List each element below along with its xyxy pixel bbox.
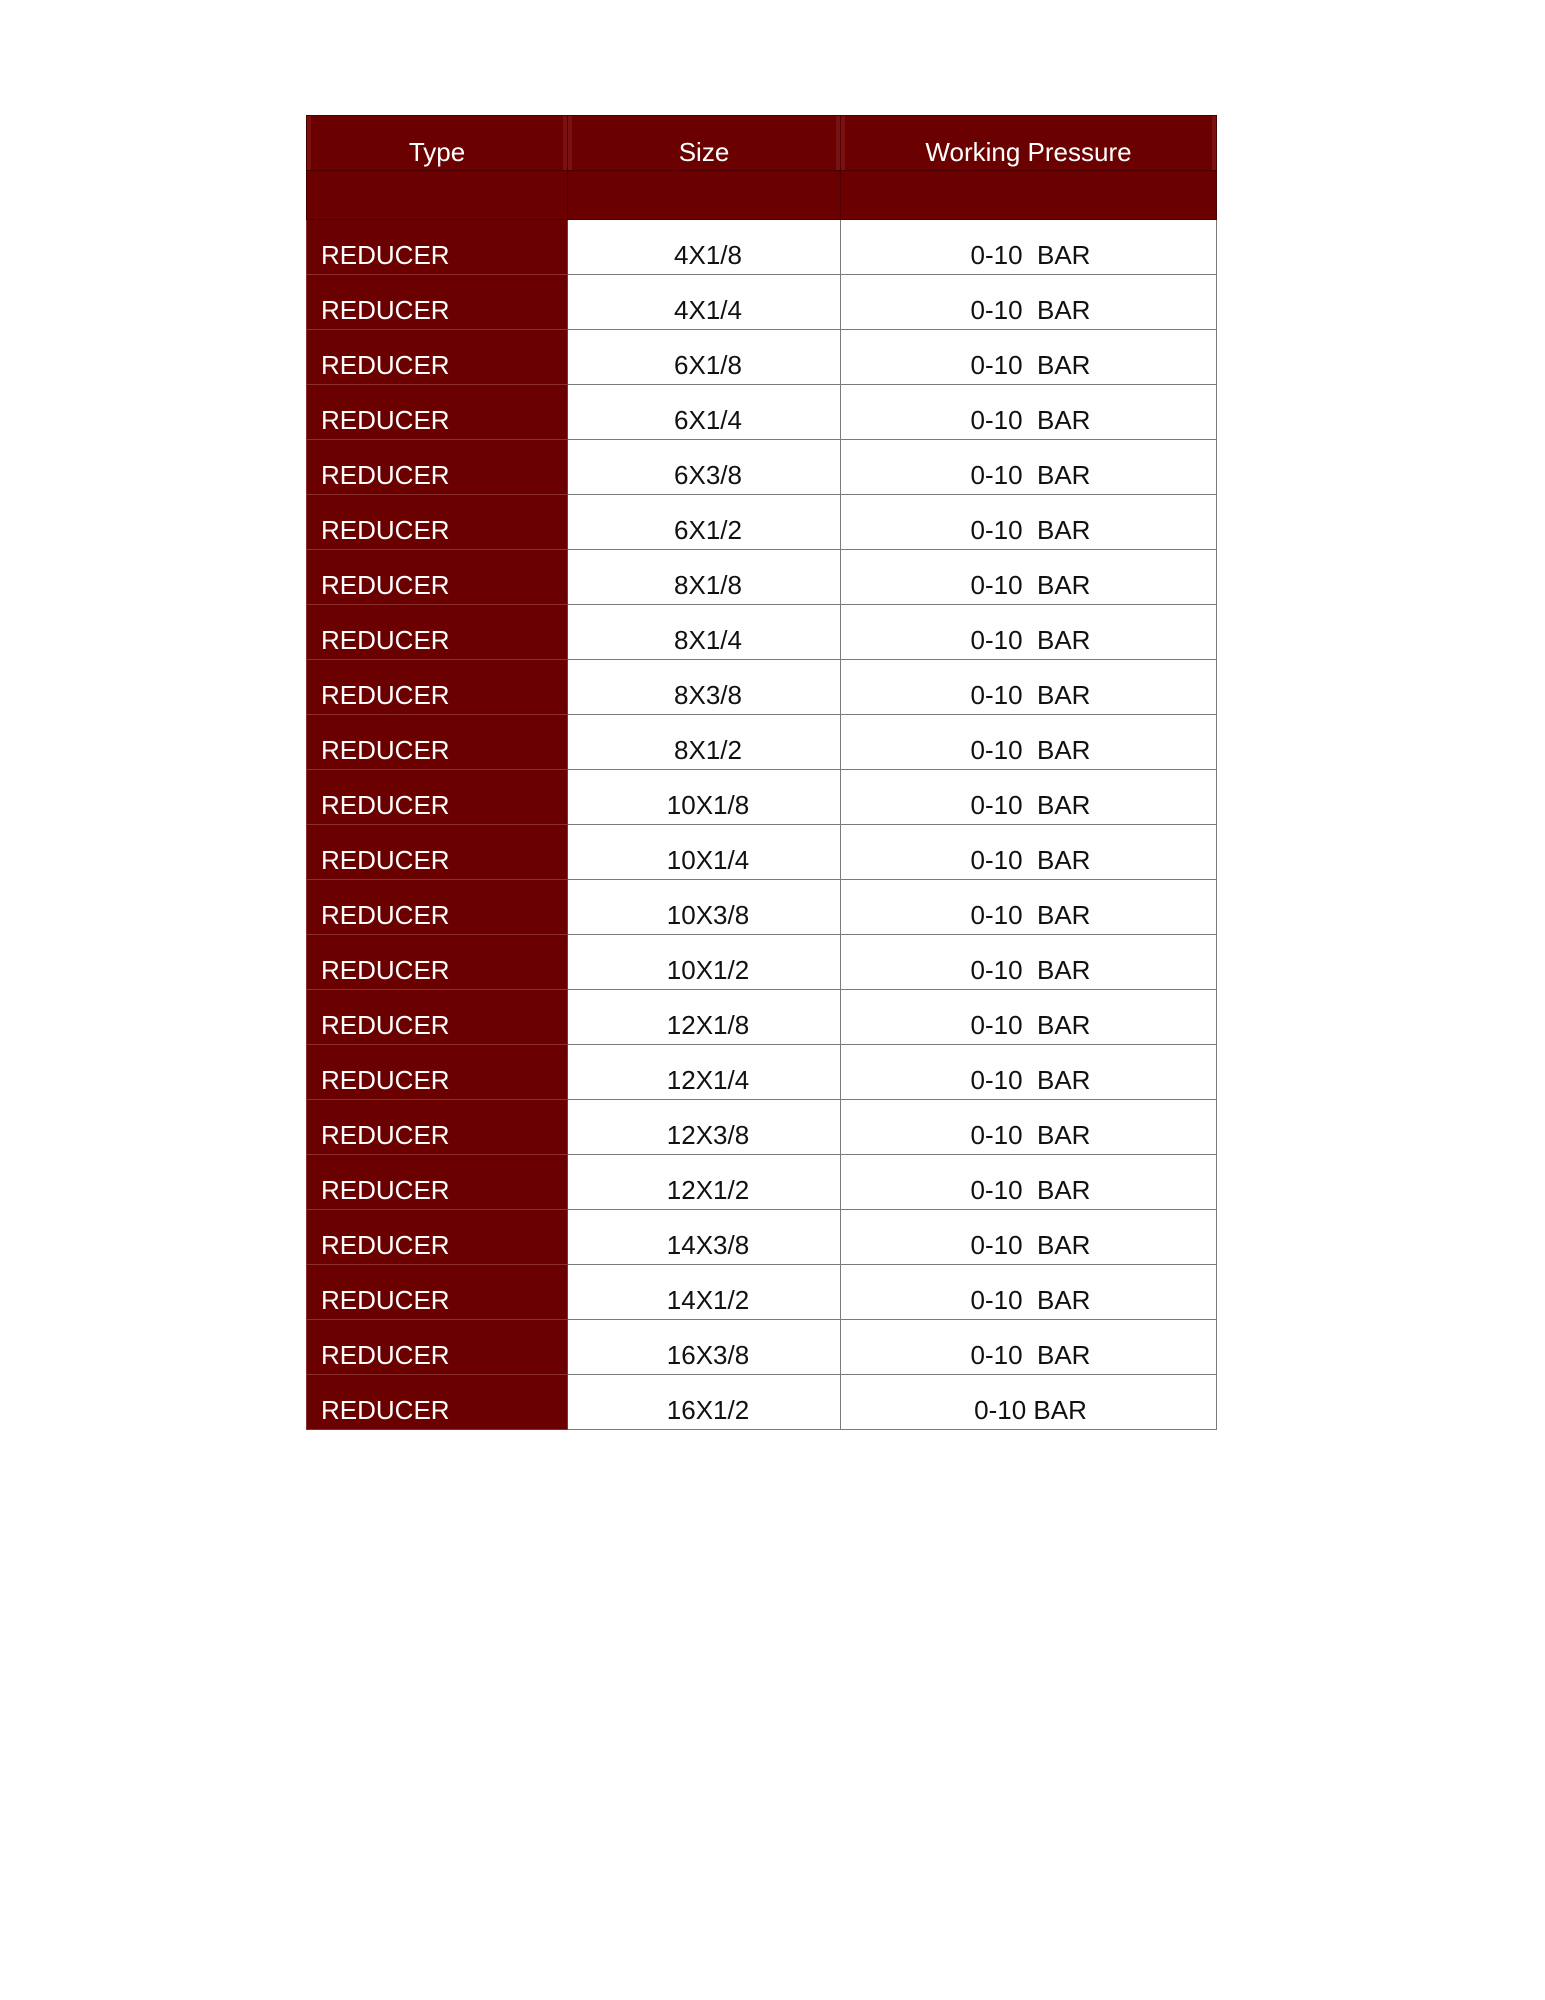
pressure-cell <box>841 880 1217 935</box>
pressure-cell-text: 0-10 BAR <box>974 1395 1087 1425</box>
pressure-cell-text: 0-10 BAR <box>970 1285 1091 1315</box>
header-row <box>307 116 1217 171</box>
size-cell <box>568 825 841 880</box>
table-row <box>307 220 1217 275</box>
size-cell <box>568 1210 841 1265</box>
header-spacer-cell <box>841 171 1217 220</box>
table-row <box>307 1375 1217 1430</box>
table-row <box>307 1155 1217 1210</box>
size-cell-text: 8X1/2 <box>674 735 742 765</box>
pressure-cell-text: 0-10 BAR <box>970 460 1091 490</box>
type-cell-text: REDUCER <box>321 625 450 655</box>
size-cell-text: 8X1/8 <box>674 570 742 600</box>
pressure-cell <box>841 715 1217 770</box>
table-row <box>307 1045 1217 1100</box>
type-cell-text: REDUCER <box>321 1065 450 1095</box>
table-body <box>307 220 1217 1430</box>
header-working-pressure: Working Pressure <box>841 116 1217 171</box>
table-row <box>307 605 1217 660</box>
size-cell-text: 8X3/8 <box>674 680 742 710</box>
size-cell-text: 6X1/4 <box>674 405 742 435</box>
type-cell-text: REDUCER <box>321 570 450 600</box>
pressure-cell <box>841 1320 1217 1375</box>
pressure-cell-text: 0-10 BAR <box>970 240 1091 270</box>
pressure-cell <box>841 1100 1217 1155</box>
table-row <box>307 440 1217 495</box>
size-cell-text: 16X1/2 <box>666 1395 750 1425</box>
pressure-cell <box>841 935 1217 990</box>
header-spacer-cell <box>568 171 841 220</box>
type-cell-text: REDUCER <box>321 845 450 875</box>
size-cell <box>568 1375 841 1430</box>
size-cell <box>568 385 841 440</box>
type-cell <box>307 385 568 440</box>
table-row <box>307 990 1217 1045</box>
spec-table <box>306 115 1217 1430</box>
size-cell <box>568 550 841 605</box>
pressure-cell-text: 0-10 BAR <box>970 900 1091 930</box>
table-row <box>307 330 1217 385</box>
table-row <box>307 935 1217 990</box>
pressure-cell <box>841 330 1217 385</box>
pressure-cell <box>841 385 1217 440</box>
pressure-cell <box>841 550 1217 605</box>
type-cell-text: REDUCER <box>321 790 450 820</box>
pressure-cell-text: 0-10 BAR <box>970 1065 1091 1095</box>
type-cell <box>307 1100 568 1155</box>
table-row <box>307 715 1217 770</box>
type-cell <box>307 275 568 330</box>
pressure-cell <box>841 1045 1217 1100</box>
type-cell <box>307 495 568 550</box>
type-cell-text: REDUCER <box>321 1120 450 1150</box>
size-cell <box>568 935 841 990</box>
type-cell-text: REDUCER <box>321 1395 450 1425</box>
size-cell <box>568 330 841 385</box>
size-cell <box>568 495 841 550</box>
size-cell-text: 12X1/4 <box>666 1065 750 1095</box>
pressure-cell <box>841 1265 1217 1320</box>
size-cell <box>568 1320 841 1375</box>
type-cell <box>307 550 568 605</box>
pressure-cell <box>841 495 1217 550</box>
type-cell-text: REDUCER <box>321 1285 450 1315</box>
size-cell-text: 10X1/4 <box>666 845 750 875</box>
table-row <box>307 1210 1217 1265</box>
pressure-cell-text: 0-10 BAR <box>970 845 1091 875</box>
pressure-cell-text: 0-10 BAR <box>970 570 1091 600</box>
pressure-cell-text: 0-10 BAR <box>970 625 1091 655</box>
size-cell-text: 4X1/8 <box>674 240 742 270</box>
size-cell-text: 14X1/2 <box>666 1285 750 1315</box>
pressure-cell-text: 0-10 BAR <box>970 295 1091 325</box>
size-cell <box>568 275 841 330</box>
size-cell <box>568 440 841 495</box>
type-cell <box>307 660 568 715</box>
type-cell-text: REDUCER <box>321 680 450 710</box>
type-cell-text: REDUCER <box>321 350 450 380</box>
type-cell-text: REDUCER <box>321 1010 450 1040</box>
type-cell <box>307 825 568 880</box>
type-cell <box>307 990 568 1045</box>
type-cell <box>307 880 568 935</box>
type-cell <box>307 1265 568 1320</box>
table-row <box>307 660 1217 715</box>
header-spacer-row <box>307 171 1217 220</box>
type-cell-text: REDUCER <box>321 515 450 545</box>
table-row <box>307 1265 1217 1320</box>
pressure-cell-text: 0-10 BAR <box>970 735 1091 765</box>
pressure-cell-text: 0-10 BAR <box>970 680 1091 710</box>
table-row <box>307 1100 1217 1155</box>
pressure-cell <box>841 440 1217 495</box>
size-cell-text: 8X1/4 <box>674 625 742 655</box>
pressure-cell-text: 0-10 BAR <box>970 1175 1091 1205</box>
size-cell <box>568 605 841 660</box>
header-size: Size <box>568 116 841 171</box>
pressure-cell <box>841 1210 1217 1265</box>
header-spacer-cell <box>307 171 568 220</box>
size-cell <box>568 770 841 825</box>
size-cell <box>568 1265 841 1320</box>
pressure-cell-text: 0-10 BAR <box>970 790 1091 820</box>
type-cell-text: REDUCER <box>321 1340 450 1370</box>
type-cell <box>307 1045 568 1100</box>
table-row <box>307 770 1217 825</box>
size-cell <box>568 1155 841 1210</box>
size-cell <box>568 220 841 275</box>
size-cell-text: 14X3/8 <box>666 1230 750 1260</box>
pressure-cell <box>841 1375 1217 1430</box>
pressure-cell <box>841 220 1217 275</box>
pressure-cell-text: 0-10 BAR <box>970 1230 1091 1260</box>
table-row <box>307 550 1217 605</box>
type-cell <box>307 770 568 825</box>
pressure-cell <box>841 275 1217 330</box>
size-cell-text: 10X1/8 <box>666 790 750 820</box>
type-cell-text: REDUCER <box>321 460 450 490</box>
size-cell <box>568 660 841 715</box>
pressure-cell-text: 0-10 BAR <box>970 1120 1091 1150</box>
pressure-cell-text: 0-10 BAR <box>970 515 1091 545</box>
size-cell-text: 10X3/8 <box>666 900 750 930</box>
size-cell-text: 6X1/8 <box>674 350 742 380</box>
pressure-cell <box>841 605 1217 660</box>
size-cell-text: 12X1/2 <box>666 1175 750 1205</box>
type-cell <box>307 440 568 495</box>
pressure-cell <box>841 990 1217 1045</box>
type-cell-text: REDUCER <box>321 405 450 435</box>
type-cell <box>307 1320 568 1375</box>
type-cell <box>307 1210 568 1265</box>
table-row <box>307 275 1217 330</box>
type-cell <box>307 1155 568 1210</box>
type-cell <box>307 330 568 385</box>
pressure-cell-text: 0-10 BAR <box>970 955 1091 985</box>
pressure-cell <box>841 770 1217 825</box>
pressure-cell <box>841 825 1217 880</box>
type-cell <box>307 715 568 770</box>
size-cell <box>568 990 841 1045</box>
type-cell-text: REDUCER <box>321 295 450 325</box>
pressure-cell <box>841 660 1217 715</box>
size-cell-text: 16X3/8 <box>666 1340 750 1370</box>
size-cell <box>568 880 841 935</box>
type-cell-text: REDUCER <box>321 240 450 270</box>
size-cell <box>568 1045 841 1100</box>
type-cell-text: REDUCER <box>321 735 450 765</box>
type-cell-text: REDUCER <box>321 900 450 930</box>
type-cell <box>307 220 568 275</box>
type-cell-text: REDUCER <box>321 1230 450 1260</box>
type-cell <box>307 935 568 990</box>
header-type: Type <box>307 116 568 171</box>
table-row <box>307 880 1217 935</box>
table-row <box>307 385 1217 440</box>
table-row <box>307 1320 1217 1375</box>
size-cell-text: 6X1/2 <box>674 515 742 545</box>
type-cell <box>307 605 568 660</box>
pressure-cell <box>841 1155 1217 1210</box>
pressure-cell-text: 0-10 BAR <box>970 350 1091 380</box>
table-row <box>307 825 1217 880</box>
type-cell <box>307 1375 568 1430</box>
size-cell-text: 6X3/8 <box>674 460 742 490</box>
size-cell-text: 10X1/2 <box>666 955 750 985</box>
pressure-cell-text: 0-10 BAR <box>970 1010 1091 1040</box>
pressure-cell-text: 0-10 BAR <box>970 405 1091 435</box>
size-cell <box>568 715 841 770</box>
type-cell-text: REDUCER <box>321 955 450 985</box>
size-cell-text: 12X1/8 <box>666 1010 750 1040</box>
type-cell-text: REDUCER <box>321 1175 450 1205</box>
size-cell-text: 4X1/4 <box>674 295 742 325</box>
size-cell <box>568 1100 841 1155</box>
pressure-cell-text: 0-10 BAR <box>970 1340 1091 1370</box>
table-row <box>307 495 1217 550</box>
size-cell-text: 12X3/8 <box>666 1120 750 1150</box>
